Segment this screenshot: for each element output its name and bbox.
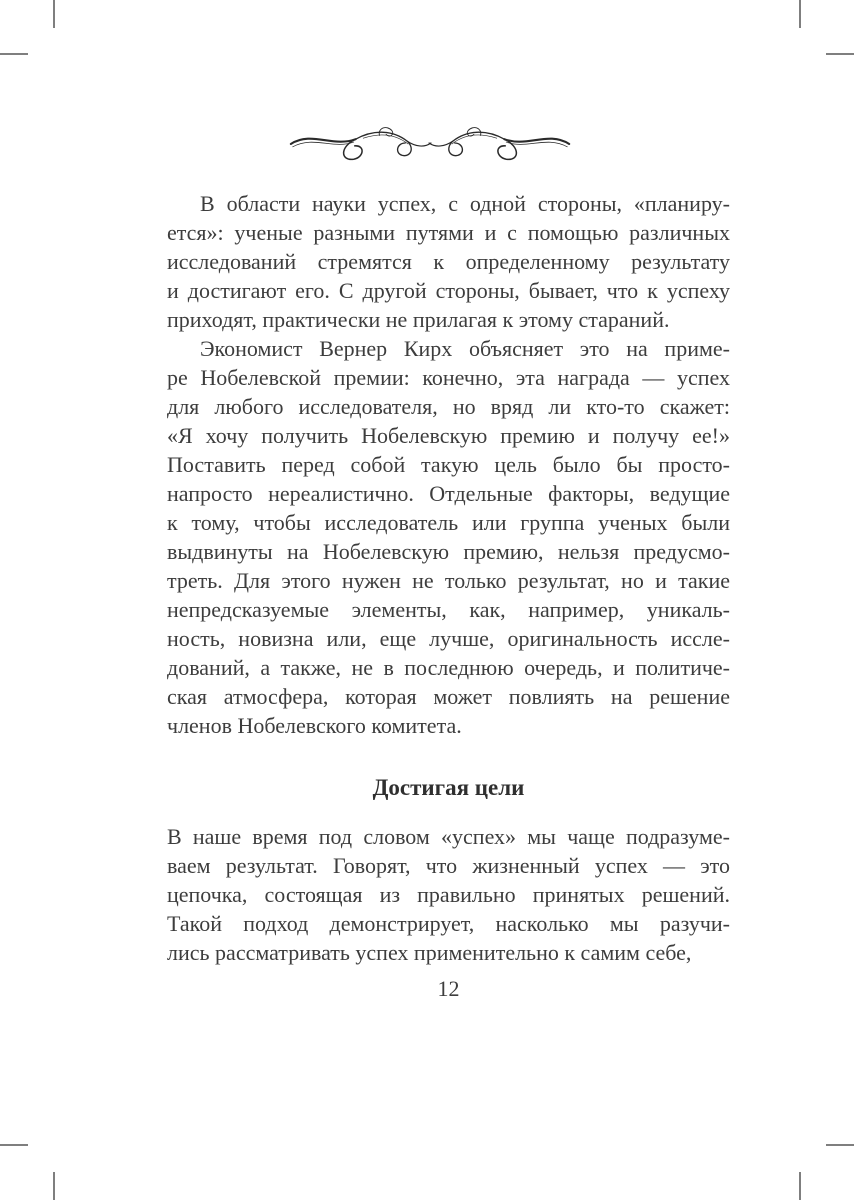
crop-mark-bottom-right-horizontal bbox=[826, 1144, 854, 1146]
text-line: Поставить перед собой такую цель было бы просто- bbox=[167, 452, 730, 477]
text-line: членов Нобелевского комитета. bbox=[167, 713, 462, 738]
crop-mark-top-left-horizontal bbox=[0, 53, 28, 55]
text-line: Экономист Вернер Кирх объясняет это на приме- bbox=[200, 336, 730, 361]
text-line: выдвинуты на Нобелевскую премию, нельзя предусмо- bbox=[167, 539, 730, 564]
text-column bbox=[167, 189, 730, 967]
text-line: и достигают его. С другой стороны, бывает, что к успеху bbox=[167, 278, 730, 303]
text-line: В области науки успех, с одной стороны, «планиру- bbox=[200, 191, 730, 216]
text-line: цепочка, состоящая из правильно принятых решений. bbox=[167, 882, 730, 907]
paragraph bbox=[167, 334, 730, 740]
text-line: ская атмосфера, которая может повлиять на решение bbox=[167, 684, 730, 709]
text-line: дований, а также, не в последнюю очередь, и политиче- bbox=[167, 655, 730, 680]
crop-mark-top-right-horizontal bbox=[826, 53, 854, 55]
paragraph bbox=[167, 822, 730, 967]
text-line: ваем результат. Говорят, что жизненный успех — это bbox=[167, 853, 730, 878]
text-line: ре Нобелевской премии: конечно, эта награда — успех bbox=[167, 365, 730, 390]
text-line: приходят, практически не прилагая к этому стараний. bbox=[167, 307, 670, 332]
crop-mark-top-left-vertical bbox=[53, 0, 55, 28]
text-line: исследований стремятся к определенному результату bbox=[167, 249, 730, 274]
crop-mark-bottom-left-horizontal bbox=[0, 1144, 28, 1146]
text-line: непредсказуемые элементы, как, например, уникаль- bbox=[167, 597, 730, 622]
text-line: напросто нереалистично. Отдельные факторы, ведущие bbox=[167, 481, 730, 506]
text-line: Такой подход демонстрирует, насколько мы разучи- bbox=[167, 911, 730, 936]
text-line: «Я хочу получить Нобелевскую премию и получу ее!» bbox=[167, 423, 730, 448]
text-line: к тому, чтобы исследователь или группа ученых были bbox=[167, 510, 730, 535]
text-line: для любого исследователя, но вряд ли кто-то скажет: bbox=[167, 394, 730, 419]
text-line: треть. Для этого нужен не только результат, но и такие bbox=[167, 568, 730, 593]
text-line: ность, новизна или, еще лучше, оригинальность иссле- bbox=[167, 626, 730, 651]
text-line: ется»: ученые разными путями и с помощью различных bbox=[167, 220, 730, 245]
paragraph bbox=[167, 189, 730, 334]
crop-mark-bottom-left-vertical bbox=[53, 1172, 55, 1200]
crop-mark-bottom-right-vertical bbox=[799, 1172, 801, 1200]
section-heading: Достигая цели bbox=[372, 775, 525, 800]
crop-mark-top-right-vertical bbox=[799, 0, 801, 28]
page-number: 12 bbox=[437, 976, 460, 1001]
flourish-divider-icon bbox=[287, 120, 573, 166]
text-line: В наше время под словом «успех» мы чаще подразуме- bbox=[167, 824, 730, 849]
text-line: лись рассматривать успех применительно к самим себе, bbox=[167, 940, 692, 965]
